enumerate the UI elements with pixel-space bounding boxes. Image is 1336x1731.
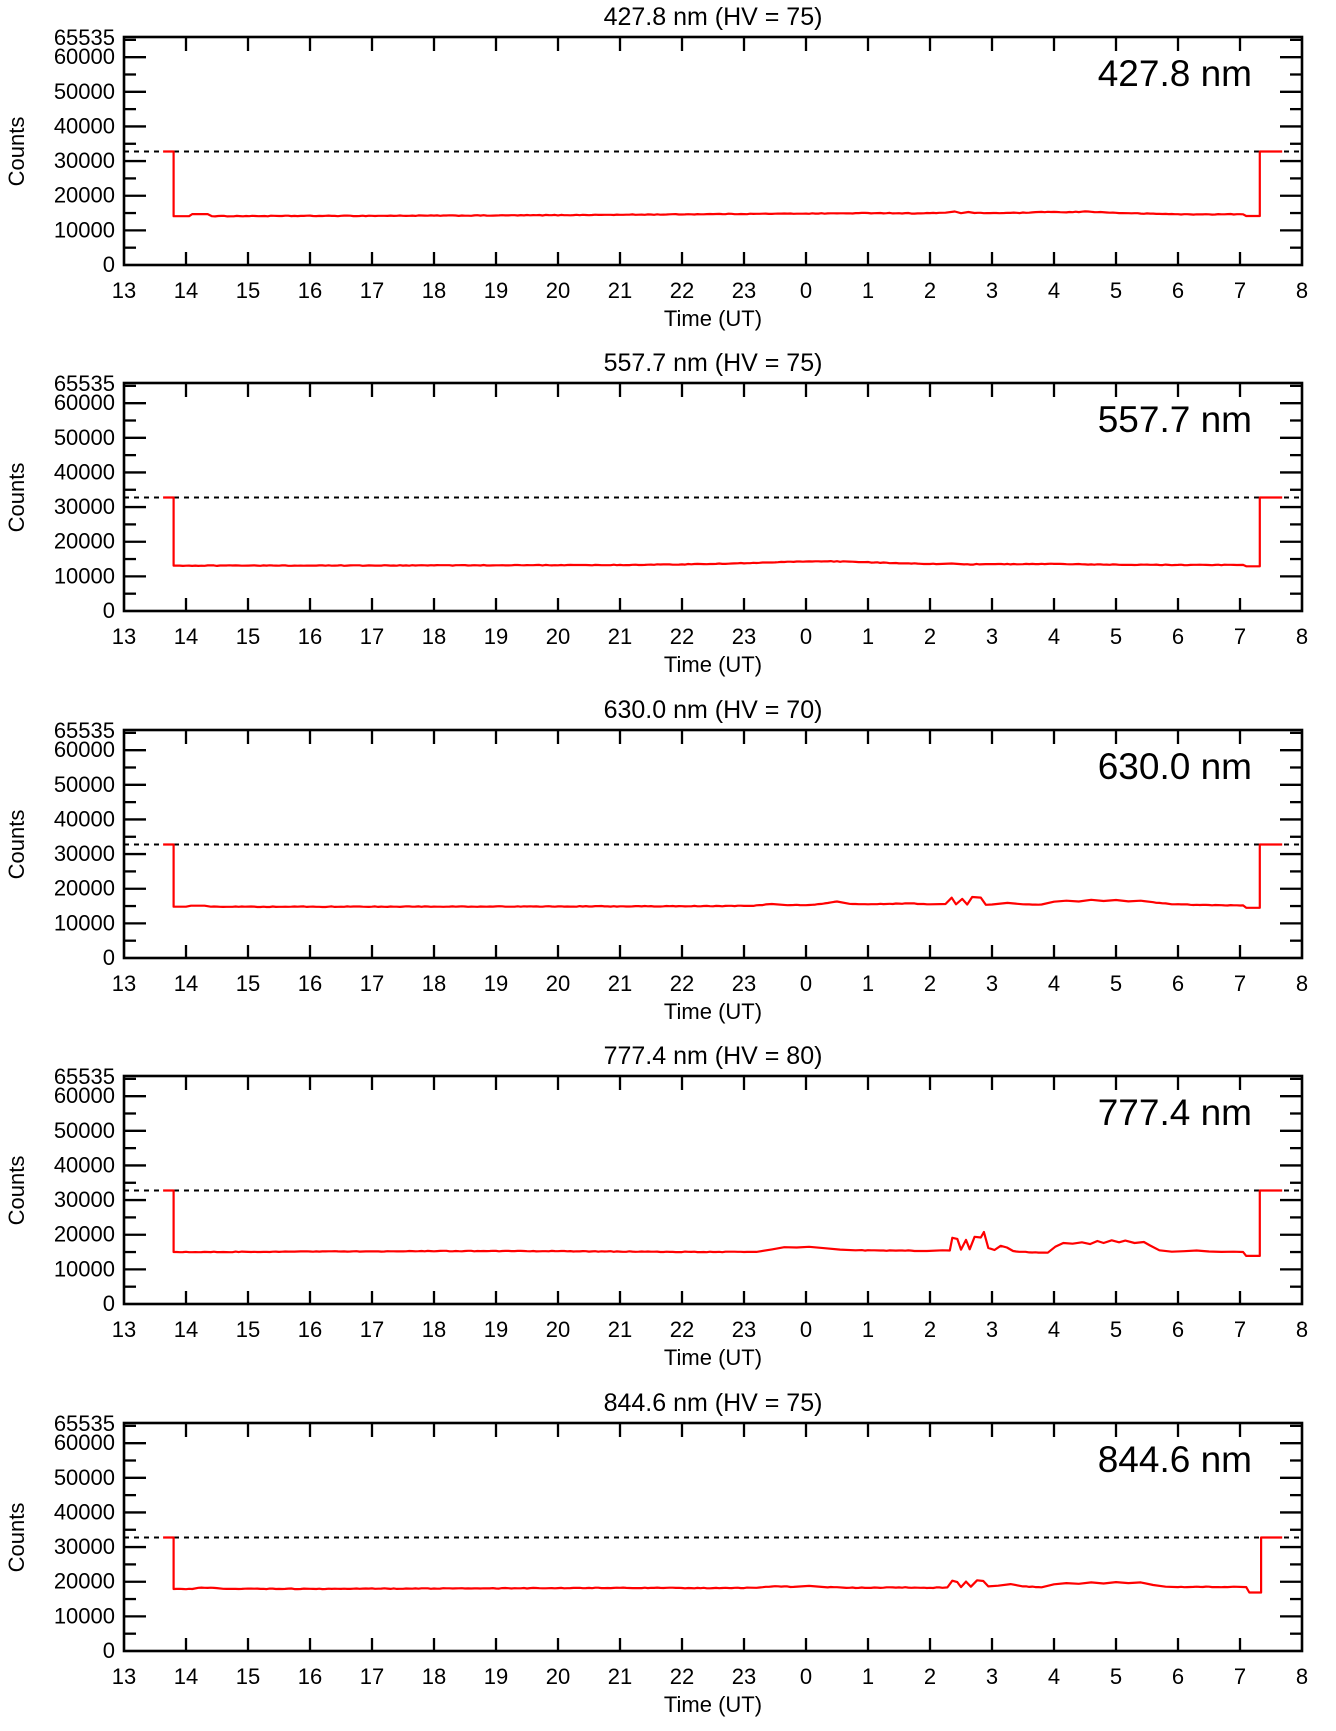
- x-tick-label: 15: [235, 970, 261, 996]
- x-tick-label: 7: [1233, 1317, 1247, 1343]
- x-tick-label: 19: [483, 1317, 509, 1343]
- x-tick-label: 22: [669, 970, 695, 996]
- x-tick-label: 23: [731, 1663, 757, 1689]
- counts-data-line: [163, 1191, 1282, 1256]
- y-axis-label: Counts: [4, 1155, 29, 1226]
- x-tick-label: 5: [1109, 1663, 1123, 1689]
- x-tick-label: 5: [1109, 970, 1123, 996]
- x-tick-label: 8: [1295, 1317, 1309, 1343]
- x-tick-label: 19: [483, 624, 509, 650]
- x-tick-label: 21: [607, 1663, 633, 1689]
- x-tick-label: 1: [861, 1663, 875, 1689]
- x-tick-label: 5: [1109, 278, 1123, 303]
- x-tick-label: 19: [483, 970, 509, 996]
- x-tick-label: 7: [1233, 278, 1247, 303]
- panel-844.6nm: [0, 1386, 1336, 1731]
- x-tick-label: 14: [173, 624, 199, 650]
- panel-title: 844.6 nm (HV = 75): [603, 1388, 823, 1417]
- counts-data-line: [163, 498, 1282, 567]
- x-axis-label: Time (UT): [663, 306, 763, 331]
- x-tick-label: 8: [1295, 1663, 1309, 1689]
- y-axis-label: Counts: [4, 809, 29, 880]
- x-tick-label: 17: [359, 278, 385, 303]
- inplot-wavelength-label: 557.7 nm: [1097, 399, 1252, 441]
- x-tick-label: 15: [235, 1663, 261, 1689]
- x-tick-label: 5: [1109, 624, 1123, 650]
- counts-data-line: [163, 1537, 1282, 1592]
- x-axis-label: Time (UT): [663, 652, 763, 678]
- x-tick-label: 16: [297, 1663, 323, 1689]
- x-tick-label: 15: [235, 278, 261, 303]
- y-tick-label: 50000: [53, 771, 115, 797]
- x-tick-label: 18: [421, 1663, 447, 1689]
- panel-777.4nm: [0, 1039, 1336, 1386]
- x-tick-label: 15: [235, 1317, 261, 1343]
- x-tick-label: 3: [985, 278, 999, 303]
- panel-title: 557.7 nm (HV = 75): [603, 349, 823, 378]
- y-axis-label: Counts: [4, 1502, 29, 1572]
- x-tick-label: 14: [173, 970, 199, 996]
- x-tick-label: 23: [731, 970, 757, 996]
- inplot-wavelength-label: 427.8 nm: [1097, 53, 1252, 94]
- y-tick-label: 0: [102, 252, 115, 277]
- x-tick-label: 21: [607, 1317, 633, 1343]
- x-tick-label: 20: [545, 278, 571, 303]
- x-tick-label: 4: [1047, 970, 1061, 996]
- x-tick-label: 18: [421, 1317, 447, 1343]
- x-tick-label: 2: [923, 278, 937, 303]
- x-tick-label: 16: [297, 624, 323, 650]
- x-tick-label: 13: [111, 970, 137, 996]
- y-tick-label: 60000: [53, 736, 115, 762]
- y-tick-label: 20000: [53, 1221, 115, 1247]
- x-tick-label: 8: [1295, 624, 1309, 650]
- x-tick-label: 4: [1047, 1317, 1061, 1343]
- y-tick-label: 60000: [53, 44, 115, 70]
- x-tick-label: 4: [1047, 1663, 1061, 1689]
- x-tick-label: 0: [799, 1317, 813, 1343]
- x-tick-label: 3: [985, 624, 999, 650]
- x-tick-label: 20: [545, 970, 571, 996]
- x-tick-label: 0: [799, 624, 813, 650]
- y-tick-label: 65535: [53, 1064, 115, 1090]
- x-axis-label: Time (UT): [663, 998, 763, 1024]
- x-tick-label: 17: [359, 1663, 385, 1689]
- x-tick-label: 13: [111, 1317, 137, 1343]
- y-tick-label: 65535: [53, 717, 115, 743]
- panel-title: 777.4 nm (HV = 80): [603, 1042, 823, 1071]
- x-tick-label: 7: [1233, 970, 1247, 996]
- x-tick-label: 1: [861, 1317, 875, 1343]
- x-tick-label: 3: [985, 1317, 999, 1343]
- x-tick-label: 13: [111, 624, 137, 650]
- x-tick-label: 16: [297, 278, 323, 303]
- x-tick-label: 13: [111, 278, 137, 303]
- x-tick-label: 6: [1171, 624, 1185, 650]
- counts-data-line: [163, 152, 1282, 217]
- x-tick-label: 22: [669, 624, 695, 650]
- x-tick-label: 14: [173, 278, 199, 303]
- x-tick-label: 19: [483, 1663, 509, 1689]
- x-tick-label: 2: [923, 1663, 937, 1689]
- y-tick-label: 50000: [53, 78, 115, 104]
- x-tick-label: 22: [669, 1317, 695, 1343]
- x-tick-label: 16: [297, 1317, 323, 1343]
- x-tick-label: 0: [799, 278, 813, 303]
- x-tick-label: 13: [111, 1663, 137, 1689]
- y-tick-label: 0: [102, 944, 115, 970]
- y-tick-label: 40000: [53, 459, 115, 485]
- y-tick-label: 40000: [53, 113, 115, 139]
- panel-chart-svg: [0, 1039, 1336, 1386]
- x-axis-label: Time (UT): [663, 1691, 763, 1717]
- y-tick-label: 20000: [53, 1568, 115, 1594]
- x-tick-label: 18: [421, 624, 447, 650]
- x-tick-label: 19: [483, 278, 509, 303]
- y-tick-label: 50000: [53, 1117, 115, 1143]
- x-tick-label: 6: [1171, 970, 1185, 996]
- y-tick-label: 0: [102, 1291, 115, 1317]
- y-tick-label: 10000: [53, 563, 115, 589]
- y-tick-label: 60000: [53, 1083, 115, 1109]
- x-tick-label: 17: [359, 970, 385, 996]
- y-axis-label: Counts: [4, 116, 29, 187]
- x-tick-label: 14: [173, 1663, 199, 1689]
- x-tick-label: 7: [1233, 1663, 1247, 1689]
- x-tick-label: 22: [669, 1663, 695, 1689]
- y-tick-label: 20000: [53, 529, 115, 555]
- x-tick-label: 23: [731, 1317, 757, 1343]
- x-tick-label: 23: [731, 278, 757, 303]
- x-tick-label: 18: [421, 970, 447, 996]
- panel-title: 427.8 nm (HV = 75): [603, 3, 823, 31]
- x-tick-label: 20: [545, 624, 571, 650]
- x-tick-label: 7: [1233, 624, 1247, 650]
- y-tick-label: 30000: [53, 494, 115, 520]
- x-tick-label: 22: [669, 278, 695, 303]
- x-tick-label: 20: [545, 1663, 571, 1689]
- y-tick-label: 20000: [53, 182, 115, 208]
- x-tick-label: 8: [1295, 970, 1309, 996]
- x-tick-label: 18: [421, 278, 447, 303]
- x-tick-label: 4: [1047, 624, 1061, 650]
- x-tick-label: 3: [985, 970, 999, 996]
- x-tick-label: 1: [861, 624, 875, 650]
- y-tick-label: 65535: [53, 25, 115, 50]
- panel-chart-svg: [0, 693, 1336, 1040]
- x-tick-label: 6: [1171, 1663, 1185, 1689]
- y-tick-label: 50000: [53, 425, 115, 451]
- y-tick-label: 20000: [53, 875, 115, 901]
- y-tick-label: 10000: [53, 217, 115, 243]
- y-tick-label: 60000: [53, 1429, 115, 1455]
- y-tick-label: 10000: [53, 910, 115, 936]
- y-tick-label: 10000: [53, 1256, 115, 1282]
- x-tick-label: 6: [1171, 1317, 1185, 1343]
- x-tick-label: 23: [731, 624, 757, 650]
- x-tick-label: 4: [1047, 278, 1061, 303]
- y-tick-label: 30000: [53, 1187, 115, 1213]
- y-tick-label: 30000: [53, 148, 115, 174]
- x-tick-label: 1: [861, 278, 875, 303]
- x-tick-label: 21: [607, 624, 633, 650]
- x-tick-label: 2: [923, 624, 937, 650]
- x-tick-label: 16: [297, 970, 323, 996]
- panel-427.8nm: [0, 0, 1336, 347]
- y-tick-label: 40000: [53, 1152, 115, 1178]
- x-tick-label: 0: [799, 970, 813, 996]
- y-tick-label: 0: [102, 598, 115, 624]
- y-tick-label: 0: [102, 1637, 115, 1663]
- x-axis-label: Time (UT): [663, 1345, 763, 1371]
- x-tick-label: 15: [235, 624, 261, 650]
- x-tick-label: 8: [1295, 278, 1309, 303]
- y-tick-label: 40000: [53, 806, 115, 832]
- panel-chart-svg: [0, 346, 1336, 693]
- y-tick-label: 30000: [53, 1533, 115, 1559]
- panel-chart-svg: [0, 1386, 1336, 1731]
- x-tick-label: 3: [985, 1663, 999, 1689]
- x-tick-label: 1: [861, 970, 875, 996]
- x-tick-label: 17: [359, 1317, 385, 1343]
- y-tick-label: 60000: [53, 390, 115, 416]
- inplot-wavelength-label: 630.0 nm: [1097, 745, 1252, 787]
- y-tick-label: 65535: [53, 1410, 115, 1436]
- x-tick-label: 17: [359, 624, 385, 650]
- y-tick-label: 40000: [53, 1499, 115, 1525]
- inplot-wavelength-label: 844.6 nm: [1097, 1438, 1252, 1480]
- x-tick-label: 2: [923, 1317, 937, 1343]
- x-tick-label: 6: [1171, 278, 1185, 303]
- panel-title: 630.0 nm (HV = 70): [603, 695, 823, 724]
- inplot-wavelength-label: 777.4 nm: [1097, 1092, 1252, 1134]
- x-tick-label: 5: [1109, 1317, 1123, 1343]
- x-tick-label: 0: [799, 1663, 813, 1689]
- x-tick-label: 20: [545, 1317, 571, 1343]
- panel-630.0nm: [0, 693, 1336, 1040]
- panel-557.7nm: [0, 346, 1336, 693]
- x-tick-label: 21: [607, 278, 633, 303]
- y-tick-label: 30000: [53, 840, 115, 866]
- y-tick-label: 10000: [53, 1602, 115, 1628]
- counts-data-line: [163, 844, 1282, 907]
- y-tick-label: 65535: [53, 371, 115, 397]
- y-axis-label: Counts: [4, 463, 29, 533]
- x-tick-label: 21: [607, 970, 633, 996]
- panel-chart-svg: [0, 0, 1336, 347]
- x-tick-label: 2: [923, 970, 937, 996]
- x-tick-label: 14: [173, 1317, 199, 1343]
- y-tick-label: 50000: [53, 1464, 115, 1490]
